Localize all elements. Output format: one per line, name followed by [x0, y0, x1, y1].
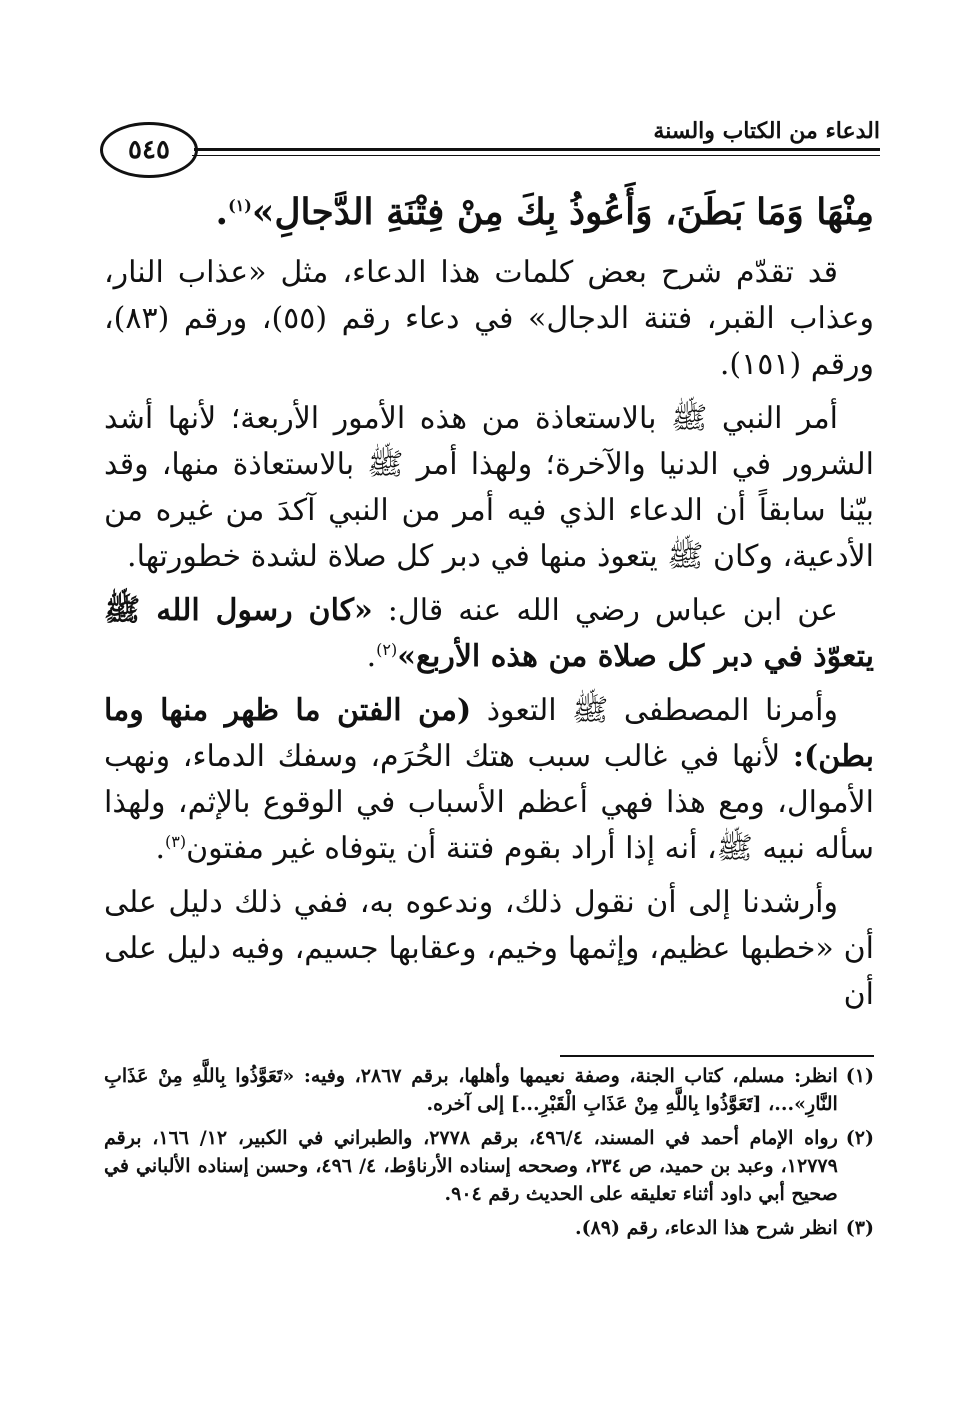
paragraph-3-lead: عن ابن عباس رضي الله عنه قال:	[372, 593, 838, 628]
page-number: ٥٤٥	[128, 135, 170, 165]
page-number-badge	[100, 122, 198, 178]
footnote-separator	[560, 1055, 874, 1057]
supplication-text: مِنْهَا وَمَا بَطَنَ، وَأَعُوذُ بِكَ مِنْ فِتْنَةِ الدَّجالِ»	[251, 191, 874, 233]
paragraph-4-rest: لأنها في غالب سبب هتك الحُرَم، وسفك الدماء، ونهب الأموال، ومع هذا فهي أعظم الأسباب في الوقوع بالإثم، ولهذا سأله نبيه ﷺ، أنه إذا أراد بقوم فتنة أن يتوفاه غير مفتون	[104, 739, 874, 866]
footnote-text: انظر: مسلم، كتاب الجنة، وصفة نعيمها وأهلها، برقم ٢٨٦٧، وفيه: «تَعَوَّذُوا بِاللَّهِ مِنْ عَذَابِ النَّارِ»...، [تَعَوَّذُوا بِاللَّهِ مِنْ عَذَابِ الْقَبْرِ...] إلى آخره.	[104, 1065, 838, 1115]
main-text	[104, 182, 874, 1026]
footnote-number: (٣)	[845, 1217, 874, 1239]
supplication-end: .	[215, 191, 229, 233]
paragraph-4-bold: (من الفتن ما ظهر منها وما بطن):	[104, 693, 874, 774]
header-rule-thick	[194, 148, 880, 151]
footnote	[104, 1062, 874, 1118]
running-title: الدعاء من الكتاب والسنة	[653, 118, 880, 144]
footnote-number: (١)	[845, 1065, 874, 1087]
paragraph-5: وأرشدنا إلى أن نقول ذلك، وندعوه به، ففي ذلك دليل على أن «خطبها عظيم، وإثمها وخيم، وعقابها جسيم، وفيه دليل على أن	[104, 885, 874, 1012]
paragraph-4-end: .	[155, 831, 166, 866]
paragraph-3-end: .	[366, 639, 377, 674]
paragraph-2: أمر النبي ﷺ بالاستعاذة من هذه الأمور الأربعة؛ لأنها أشد الشرور في الدنيا والآخرة؛ ولهذا أمر ﷺ بالاستعاذة منها، وقد بيّنا سابقاً أن الدعاء الذي فيه أمر من النبي آكدَ من غيره من الأدعية، وكان ﷺ يتعوذ منها في دبر كل صلاة لشدة خطورتها.	[104, 401, 874, 574]
footnote	[104, 1124, 874, 1208]
footnote-ref-3: (٣)	[165, 832, 187, 851]
footnote	[104, 1214, 874, 1242]
header-rule-thin	[192, 155, 880, 156]
page-header	[100, 118, 880, 188]
quoted-supplication	[104, 182, 874, 242]
footnote-ref-2: (٢)	[376, 640, 398, 659]
footnote-text: انظر شرح هذا الدعاء، رقم (٨٩).	[574, 1217, 838, 1239]
footnote-text: رواه الإمام أحمد في المسند، ٤٩٦/٤، برقم ٢٧٧٨، والطبراني في الكبير، ١٢/ ١٦٦، برقم ١٢٧٧٩، وعبد بن حميد، ص ٢٣٤، وصححه إسناده الأرناؤط، ٤/ ٤٩٦، وحسن إسناده الألباني في صحيح أبي داود أثناء تعليقه على الحديث رقم ٩٠٤.	[104, 1127, 838, 1205]
paragraph-4-lead: وأمرنا المصطفى ﷺ التعوذ	[471, 693, 838, 728]
paragraph-3	[104, 588, 874, 680]
footnote-number: (٢)	[845, 1127, 874, 1149]
paragraph-1: قد تقدّم شرح بعض كلمات هذا الدعاء، مثل «عذاب النار، وعذاب القبر، فتنة الدجال» في دعاء رقم (٥٥)، ورقم (٨٣)، ورقم (١٥١).	[104, 255, 874, 382]
hadith-quote: «كان رسول الله ﷺ يتعوّذ في دبر كل صلاة من هذه الأربع»	[104, 593, 874, 674]
paragraph-4	[104, 688, 874, 872]
footnotes	[104, 1062, 874, 1248]
footnote-ref-1: (١)	[228, 196, 252, 215]
